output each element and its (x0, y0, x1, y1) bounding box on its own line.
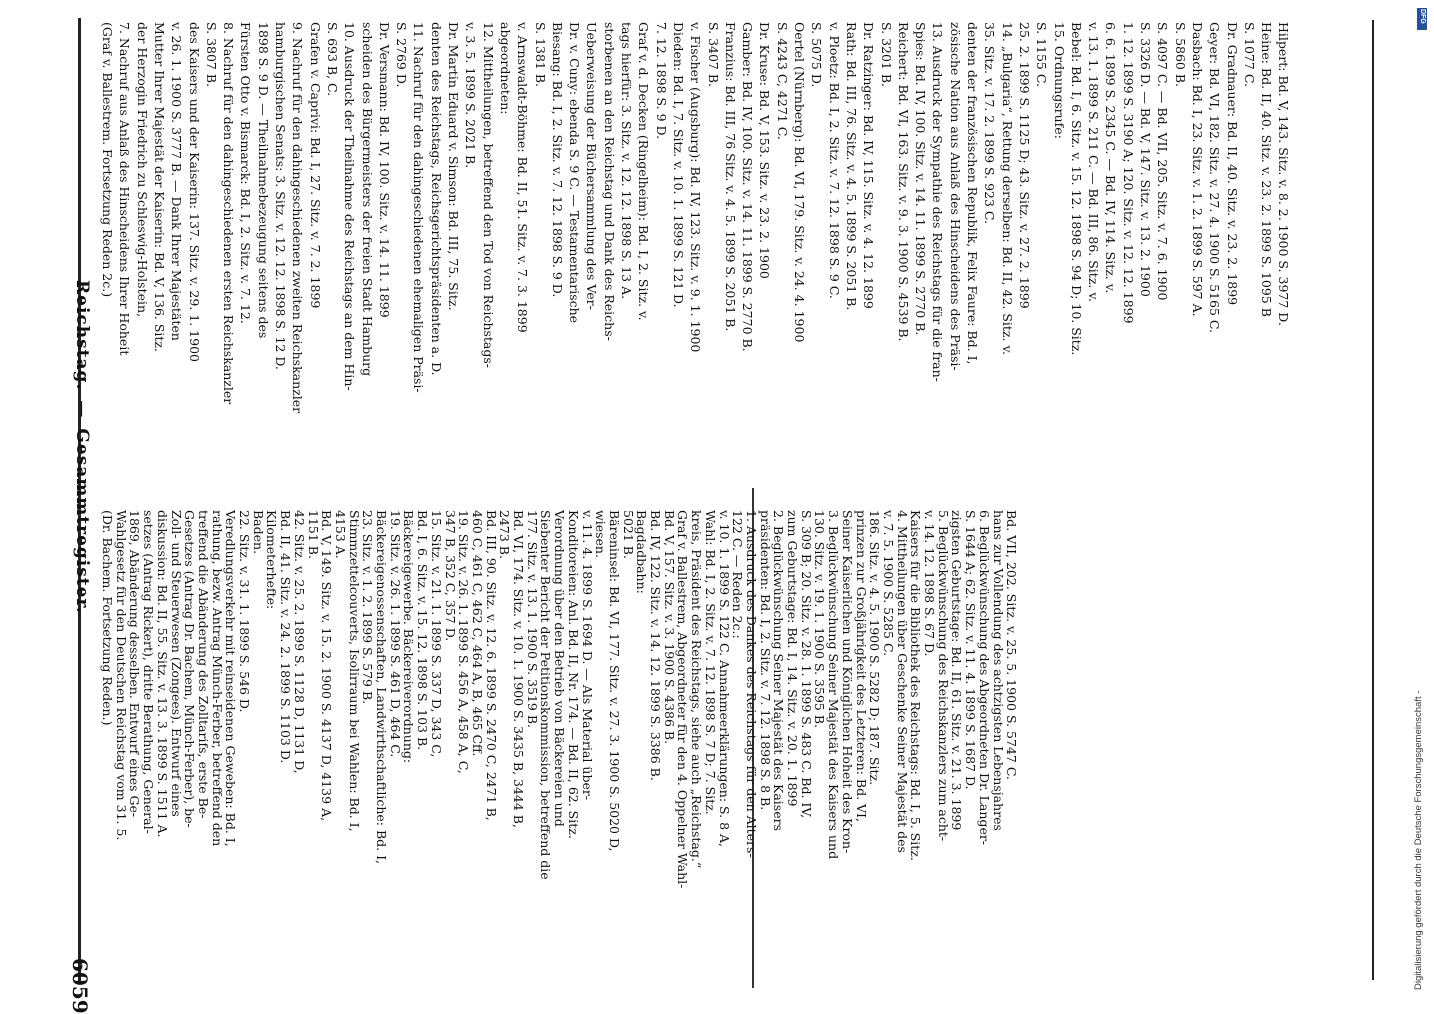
register-line: scheiden des Bürgermeisters der freien Stadt Hamburg (359, 22, 375, 377)
register-line: zum Geburtstage: Bd. I, 14. Sitz. v. 20. 1. 1899 (785, 510, 800, 807)
register-line: 130. Sitz. v. 19. 1. 1900 S. 3595 B. (812, 510, 828, 728)
register-line: v. 13. 1. 1899 S. 211 C. — Bd. III, 86. Sitz. v. (1086, 22, 1102, 302)
register-line: v. 7. 5. 1900 S. 5285 C. (880, 510, 896, 657)
register-line: Oertel (Nürnberg): Bd. VI, 179. Sitz. v. 24. 4. 1900 (792, 22, 807, 343)
register-line: 42. Sitz. v. 25. 2. 1899 S. 1128 D, 1131 D, (291, 510, 307, 774)
register-line: Gamber: Bd. IV, 100. Sitz. v. 14. 11. 1899 S. 2770 B. (740, 22, 756, 352)
running-head-right: Gesammtregister. (72, 428, 92, 614)
register-line: Dr. Versmann: Bd. IV, 100. Sitz. v. 14. 11. 1899 (376, 22, 392, 318)
register-line: Geyer: Bd. VI, 182. Sitz. v. 27. 4. 1900 S. 5165 C. (1207, 22, 1223, 333)
register-line: hamburgischen Senats: 3. Sitz. v. 12. 12. 1898 S. 12 D. (273, 22, 288, 370)
register-line: zösische Nation aus Anlaß des Hinscheidens des Präsi- (947, 22, 963, 371)
register-line: S. 1644 A; 62. Sitz. v. 11. 4. 1899 S. 1687 D. (963, 510, 979, 790)
right-margin-rule (1372, 20, 1374, 980)
register-line: 3. Beglückwünschung Seiner Majestät des Kaisers und (826, 510, 842, 860)
register-line: 19. Sitz. v. 26. 1. 1899 S. 461 D, 464 C. (387, 510, 403, 758)
page-number: 6059 (68, 958, 92, 1014)
register-line: denten der französischen Republik, Felix Faure: Bd. I, (965, 22, 980, 365)
register-line: zigsten Geburtstage: Bd. II, 61. Sitz. v. 21. 3. 1899 (949, 510, 965, 831)
digitization-credit: Digitalisierung gefördert durch die Deutsche Forschungsgemeinschaft - (1413, 690, 1424, 990)
register-line: Bd. V, 149. Sitz. v. 15. 2. 1900 S. 4137 D, 4139 A, (319, 510, 335, 822)
register-line: 347 B, 352 C, 357 D. (442, 510, 458, 642)
register-line: diskussion: Bd. II, 55. Sitz. v. 13. 3. 1899 S. 1511 A. (154, 510, 170, 838)
dfg-logo (1417, 8, 1427, 30)
register-line: treffend die Abänderung des Zolltarifs, erste Be- (195, 510, 211, 819)
register-line: 10. Ausdruck der Theilnahme des Reichstags an dem Hin- (342, 22, 358, 391)
register-line: Biesang: Bd. I, 2. Sitz. v. 7. 12. 1898 S. 9 D. (549, 22, 565, 298)
register-line: Verordnung über den Betrieb von Bäckereien und (552, 510, 568, 827)
register-line: Bd. VII, 202. Sitz. v. 25. 5. 1900 S. 5747 C. (1004, 510, 1020, 780)
register-line: Kaisers für die Bibliothek des Reichstags: Bd. I, 5. Sitz. (908, 510, 924, 861)
register-line: 4153 A. (332, 510, 348, 559)
register-line: Ueberweisung der Büchersammlung des Ver- (584, 22, 600, 310)
register-line: des Kaisers und der Kaiserin: 137. Sitz. v. 29. 1. 1900 (186, 22, 202, 362)
register-line: S. 3407 B. (705, 22, 721, 88)
register-line: Dieden: Bd. I, 7. Sitz. v. 10. 1. 1899 S. 121 D. (670, 22, 686, 308)
register-line: 1898 S. 9 D. — Theilnahmebezeugung seitens des (255, 22, 271, 339)
register-line: 19. Sitz. v. 26. 1. 1899 S. 456 A, 458 A, C, (456, 510, 472, 774)
register-line: Bd. VI, 174. Sitz. v. 10. 1. 1900 S. 3435 B, 3444 B, (511, 510, 526, 828)
register-line: v. 3. 5. 1899 S. 2021 B. (463, 22, 479, 169)
register-line: Dr. v. Cuny: ebenda S. 9 C. — Testamentarische (567, 22, 583, 324)
register-line: 7. Nachruf aus Anlaß des Hinscheidens Ihrer Hoheit (117, 22, 133, 356)
register-line: Reichert: Bd. VI, 163. Sitz. v. 9. 3. 1900 S. 4539 B. (895, 22, 911, 342)
register-line: S. 4243 C, 4271 C. (774, 22, 790, 140)
register-line: wiesen. (593, 510, 609, 558)
register-line: v. 14. 12. 1898 S. 67 D. (922, 510, 937, 657)
register-line: Bd. IV, 122. Sitz. v. 14. 12. 1899 S. 3386 B. (648, 510, 663, 781)
register-line: S. 3326 D. — Bd. V, 147. Sitz. v. 13. 2. 1900 (1138, 22, 1153, 297)
register-line: Bebel: Bd. I, 6. Sitz. v. 15. 12. 1898 S. 94 D; 10. Sitz. (1068, 22, 1084, 356)
register-line: v. Ploetz: Bd. I, 2. Sitz. v. 7. 12. 1898 S. 9 C. (826, 22, 842, 299)
register-line: 7. 12. 1898 S. 9 D. (653, 22, 669, 140)
register-line: Rath: Bd. III, 76. Sitz. v. 4. 5. 1899 S. 2051 B. (843, 22, 859, 311)
register-line: tags hierfür: 3. Sitz. v. 12. 12. 1898 S. 13 A. (619, 22, 634, 300)
register-line: S. 693 B, C. (324, 22, 340, 97)
register-line: 4. Mittheilungen über Geschenke Seiner Majestät des (894, 510, 910, 853)
register-line: v. 26. 1. 1900 S. 3777 B. — Dank Ihrer Majestäten (169, 22, 185, 341)
register-line: v. 11. 4. 1899 S. 1694 D. — Als Material über- (579, 510, 595, 801)
register-line: 2. Beglückwünschung Seiner Majestät des Kaisers (771, 510, 787, 831)
register-line: Bäreninsel: Bd. VI, 177. Sitz. v. 27. 3. 1900 S. 5020 D, (606, 510, 622, 852)
register-line: Franzius: Bd. III, 76 Sitz. v. 4. 5. 1899 S. 2051 B. (722, 22, 738, 332)
register-line: Dr. Kruse: Bd. V, 153. Sitz. v. 23. 2. 1900 (757, 22, 773, 279)
register-line: Graf v. Ballestrem, Abgeordneter für den 4. Oppelner Wahl- (675, 510, 691, 889)
register-line: 2473 B. (497, 510, 513, 559)
register-line: S. 3807 B. (203, 22, 219, 88)
register-line: Wahlgesetz für den Deutschen Reichstag vom 31. 5. (113, 510, 129, 841)
register-line: Bäckereigewerbe. Bäckereiverordnung: (401, 510, 417, 764)
register-line: Veredlungsverkehr mit reinseidenen Geweben: Bd. I, (223, 510, 239, 847)
register-line: Dr. Martin Eduard v. Simson: Bd. III, 75. Sitz. (446, 22, 461, 311)
register-line: S. 2769 D. (394, 22, 410, 88)
register-line: S. 4097 C. — Bd. VII, 205. Sitz. v. 7. 6. 1900 (1155, 22, 1171, 301)
register-line: 1. 12. 1899 S. 3190 A; 120. Sitz. v. 12. 12. 1899 (1120, 22, 1136, 324)
running-head-left: Reichstag. (72, 280, 92, 391)
register-line: Graf v. d. Decken (Ringelheim): Bd. I, 2. Sitz. v. (636, 22, 652, 321)
register-line: rathung, bezw. Antrag Münch-Ferber, betreffend den (209, 510, 225, 847)
register-line: Kilometerhefte: (264, 510, 280, 610)
running-head-dash: — (72, 400, 92, 419)
register-line: 122 C. — Reden 2c.: (730, 510, 746, 639)
register-line: der Herzogin Friedrich zu Schleswig-Holstein, (134, 22, 150, 318)
register-line: v. 10. 1. 1899 S. 122 C. Annahmeerklärungen: S. 8 A, (716, 510, 732, 848)
register-line: (Graf v. Ballestrem. Fortsetzung Reden 2c.) (100, 22, 115, 298)
dfg-logo-text: DFG (1419, 9, 1426, 24)
register-line: setzes (Antrag Rickert), dritte Berathung, General- (141, 510, 157, 834)
register-line: Stimmzettelcouverts, Isolirraum bei Wahlen: Bd. I, (346, 510, 362, 832)
register-line: 1869, Abänderung desselben. Entwurf eines Ge- (127, 510, 143, 818)
register-line: Baden. (250, 510, 266, 555)
register-line: Bd. V, 157. Sitz. v. 3. 1900 S. 4386 B. (661, 510, 677, 745)
register-line: v. Fischer (Augsburg): Bd. IV, 123. Sitz. v. 9. 1. 1900 (688, 22, 704, 353)
register-line: denten des Reichstags, Reichsgerichtspräsidenten a. D. (428, 22, 444, 376)
register-line: Heine: Bd. II, 40. Sitz. v. 23. 2. 1899 S. 1095 B (1259, 22, 1275, 317)
register-line: Fürsten Otto v. Bismarck: Bd. I, 2. Sitz. v. 7. 12. (238, 22, 254, 324)
register-line: 5021 B. (620, 510, 636, 559)
register-line: storbenen an den Reichstag und Dank des Reichs- (601, 22, 617, 341)
register-line: 460 C, 461 C, 462 C, 464 A, B, 465 Cff. (469, 510, 485, 757)
register-line: 186. Sitz. v. 4. 5. 1900 S. 5282 D; 187. Sitz. (867, 510, 883, 786)
register-line: 8. Nachruf für den dahingeschiedenen ersten Reichskanzler (221, 22, 237, 405)
register-line: S. 1381 B. (532, 22, 548, 88)
register-line: 6. 6. 1899 S. 2345 C. — Bd. IV, 114. Sitz. v. (1103, 22, 1119, 294)
register-line: kreis, Präsident des Reichstags, siehe auch „Reichstag.“ (689, 510, 705, 869)
register-line: Spies: Bd. IV, 100. Sitz. v. 14. 11. 1899 S. 2770 B. (913, 22, 929, 336)
register-line: 177. Sitz. v. 13. 1. 1900 S. 3519 B. (524, 510, 540, 728)
register-line: Dr. Ratzinger: Bd. IV, 115. Sitz. v. 4. 12. 1899 (861, 22, 877, 309)
register-line: (Dr. Bachem. Fortsetzung Reden.) (100, 510, 115, 726)
register-line: Bd. II, 41. Sitz. v. 24. 2. 1899 S. 1103 D. (278, 510, 294, 764)
register-line: S. 5075 D. (809, 22, 825, 88)
register-line: 13. Ausdruck der Sympathie des Reichstags für die fran- (930, 22, 946, 382)
register-line: S. 309 B; 20. Sitz. v. 28. 1. 1899 S. 483 C. Bd. IV, (798, 510, 814, 819)
register-line: Seiner Kaiserlichen und Königlichen Hoheit des Kron- (839, 510, 855, 854)
register-line: Bagdadbahn: (634, 510, 650, 594)
register-line: Grafen v. Caprivi: Bd. I, 27. Sitz. v. 7. 2. 1899 (307, 22, 323, 309)
register-line: Dasbach: Bd. I, 23. Sitz. v. 1. 2. 1899 S. 597 A. (1189, 22, 1205, 317)
register-line: v. Arnswaldt-Böhme: Bd. II, 51. Sitz. v. 7. 3. 1899 (515, 22, 531, 333)
running-head (72, 280, 92, 614)
register-line: 6. Beglückwünschung des Abgeordneten Dr. Langer- (976, 510, 992, 846)
register-line: 9. Nachruf für den dahingeschiedenen zweiten Reichskanzler (290, 22, 306, 414)
register-line: 14. „Bulgaria“, Rettung derselben: Bd. II, 42. Sitz. v. (999, 22, 1015, 356)
register-line: 22. Sitz. v. 31. 1. 1899 S. 546 D. (237, 510, 252, 713)
register-line: Gesetzes (Antrag Dr. Bachem, Münch-Ferber), be- (182, 510, 198, 828)
register-line: Siebenter Bericht der Petitionskommission, betreffend die (538, 510, 554, 880)
register-line: 25. 2. 1899 S. 1125 D; 43. Sitz. v. 27. 2. 1899 (1016, 22, 1032, 309)
register-line: S. 5860 B. (1172, 22, 1188, 88)
register-line: präsidenten: Bd. I, 2. Sitz. v. 7. 12. 1898 S. 8 B. (757, 510, 773, 811)
register-line: abgeordneten: (497, 22, 513, 115)
register-line: hans zur Vollendung des achtzigsten Lebensjahres (990, 510, 1006, 831)
register-line: 15. Ordnungsrufe: (1051, 22, 1067, 139)
register-line: 35. Sitz. v. 17. 2. 1899 S. 923 C. (982, 22, 998, 225)
register-line: Mutter Ihrer Majestät der Kaiserin: Bd. V, 136. Sitz. (151, 22, 167, 352)
register-line: S. 3201 B. (878, 22, 894, 88)
register-line: Wahl: Bd. I, 2. Sitz. v. 7. 12. 1898 S. 7 D; 7. Sitz. (702, 510, 718, 815)
register-line: 12. Mittheilungen, betreffend den Tod von Reichstags- (480, 22, 496, 369)
register-line: 11. Nachruf für den dahingeschiedenen ehemaligen Präsi- (411, 22, 427, 393)
register-line: Bd. III, 90. Sitz. v. 12. 6. 1899 S. 2470 C, 2471 B, (483, 510, 499, 821)
register-line: 5. Beglückwünschung des Reichskanzlers zum acht- (935, 510, 951, 842)
register-line: S. 1155 C. (1034, 22, 1050, 87)
register-line: 1. Ausdruck des Dankes des Reichstags für den Alters- (743, 510, 759, 858)
register-line: 15. Sitz. v. 21. 1. 1899 S. 337 D, 343 C, (428, 510, 444, 758)
register-line: 23. Sitz. v. 1. 2. 1899 S. 579 B. (360, 510, 376, 705)
register-line: 1151 B. (305, 510, 321, 559)
register-line: Bäckereigenossenschaften, Landwirthschaftliche: Bd. I, (374, 510, 389, 864)
register-line: Zoll- und Steuerwesen (Zongees). Entwurf eines (168, 510, 184, 817)
register-line: Hilpert: Bd. V, 143. Sitz. v. 8. 2. 1900 S. 3977 D. (1276, 22, 1292, 326)
register-line: prinzen zur Großjährigkeit des Letzteren: Bd. VI, (853, 510, 869, 822)
register-line: Dr. Gradnauer: Bd. II, 40. Sitz. v. 23. 2. 1899 (1224, 22, 1240, 306)
register-line: S. 1077 C. (1241, 22, 1257, 87)
register-line: Bd. I, 6. Sitz. v. 15. 12. 1898 S. 103 B. (415, 510, 431, 751)
register-line: Konditoreien: Anl. Bd. II, Nr. 174. — Bd. II, 62. Sitz. (565, 510, 581, 839)
